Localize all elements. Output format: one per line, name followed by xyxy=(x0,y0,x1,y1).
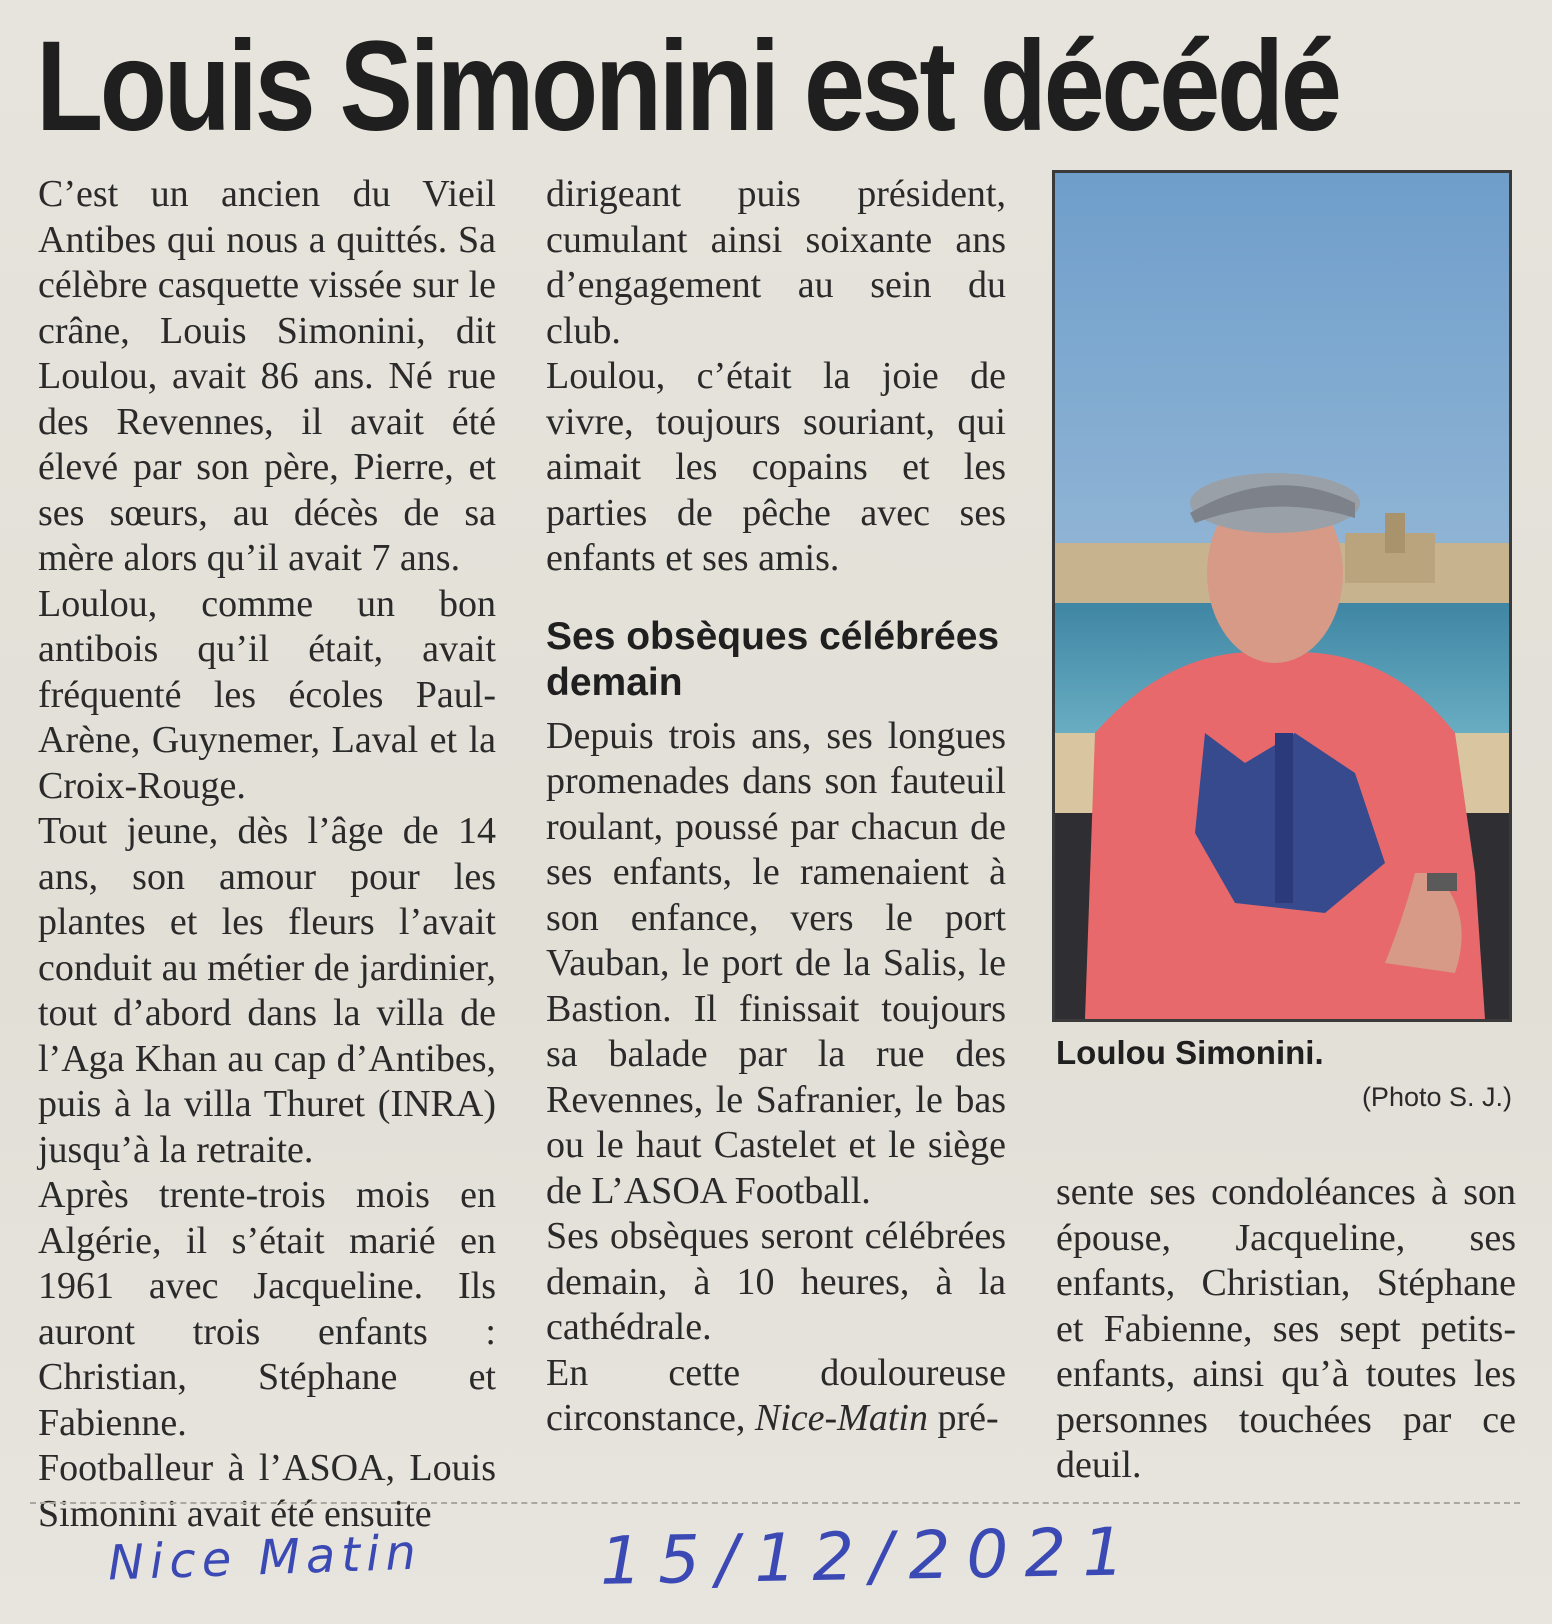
text-run: pré- xyxy=(927,1397,999,1439)
paragraph: Tout jeune, dès l’âge de 14 ans, son amour pour les plantes et les fleurs l’avait conduit au métier de jardinier, tout d’abord dans la villa de l’Aga Khan au cap d’Antibes, puis à la villa Thuret (INRA) jusqu’à la retraite. xyxy=(38,810,496,1171)
article-column-1 xyxy=(38,172,496,1537)
paragraph: sente ses condoléances à son épouse, Jacqueline, ses enfants, Christian, Stéphane et Fabienne, ses sept petits-enfants, ainsi qu’à toutes les personnes touchées par ce deuil. xyxy=(1056,1171,1516,1486)
newspaper-name: Nice-Matin xyxy=(754,1397,928,1439)
divider xyxy=(30,1502,1520,1504)
paragraph xyxy=(546,1351,1006,1442)
section-subheading: Ses obsèques célébrées demain xyxy=(546,614,1000,704)
photo-caption: Loulou Simonini. xyxy=(1056,1034,1324,1071)
article-column-2 xyxy=(546,172,1006,1442)
paragraph: Footballeur à l’ASOA, Louis Simonini avait été ensuite xyxy=(38,1447,496,1535)
photo-credit: (Photo S. J.) xyxy=(1361,1082,1512,1112)
paragraph: C’est un ancien du Vieil Antibes qui nous a quittés. Sa célèbre casquette vissée sur le crâne, Louis Simonini, dit Loulou, avait 86 ans. Né rue des Revennes, il avait été élevé par son père, Pierre, et ses sœurs, au décès de sa mère alors qu’il avait 7 ans. xyxy=(38,173,496,579)
text-run: En cette douloureuse circonstance, xyxy=(546,1351,1006,1439)
paragraph: Loulou, comme un bon antibois qu’il était, avait fréquenté les écoles Paul-Arène, Guynemer, Laval et la Croix-Rouge. xyxy=(38,582,496,807)
paragraph: Ses obsèques seront célébrées demain, à 10 heures, à la cathédrale. xyxy=(546,1215,1006,1348)
paragraph: Après trente-trois mois en Algérie, il s’était marié en 1961 avec Jacqueline. Ils auront trois enfants : Christian, Stéphane et Fabienne. xyxy=(38,1174,496,1444)
article-column-3 xyxy=(1056,1170,1516,1489)
paragraph: Loulou, c’était la joie de vivre, toujours souriant, qui aimait les copains et les parties de pêche avec ses enfants et ses amis. xyxy=(546,355,1006,579)
article-title: Louis Simonini est décédé xyxy=(36,15,1339,158)
handwritten-date: 15/12/2021 xyxy=(599,1513,1142,1600)
portrait-photo xyxy=(1052,170,1512,1022)
paragraph: dirigeant puis président, cumulant ainsi soixante ans d’engagement au sein du club. xyxy=(546,173,1006,352)
paragraph: Depuis trois ans, ses longues promenades dans son fauteuil roulant, poussé par chacun de ses enfants, le ramenaient à son enfance, vers le port Vauban, le port de la Salis, le Bastion. Il finissait toujours sa balade par la rue des Revennes, le Safranier, le bas ou le haut Castelet et le siège de L’ASOA Football. xyxy=(546,714,1006,1212)
handwritten-source: Nice Matin xyxy=(107,1524,423,1592)
